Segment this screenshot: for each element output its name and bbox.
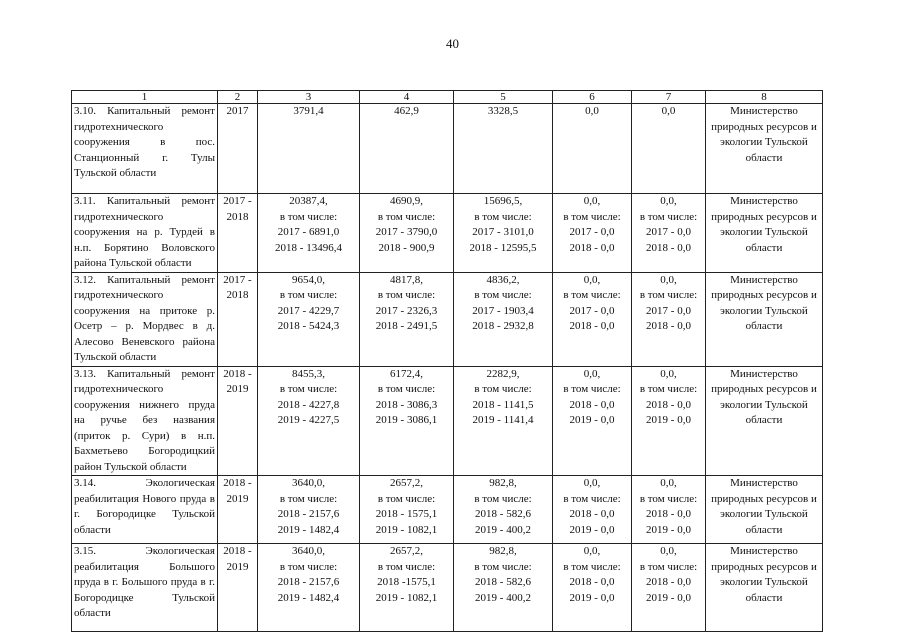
extrabudget-cell	[632, 104, 706, 194]
cell-line: 2018 - 2932,8	[472, 320, 534, 332]
cell-line: в том числе:	[563, 492, 621, 505]
cell-line: 2018 - 2157,6	[277, 508, 340, 520]
cell-line: 2018 -	[223, 367, 252, 380]
cell-line: 0,0,	[583, 195, 601, 207]
header-cell: 4	[360, 91, 454, 104]
cell-line: 2019 - 1082,1	[375, 591, 438, 604]
activity-name-cell: 3.12. Капитальный ремонт гидротехнического сооружения на притоке р. Осетр – р. Мордвес в д. Алесово Веневского района Тульской области	[72, 272, 218, 366]
header-cell: 8	[706, 91, 823, 104]
cell-line: 2657,2,	[390, 477, 423, 489]
regional-budget-cell	[454, 194, 553, 273]
years-cell	[218, 544, 258, 632]
cell-line: 0,0,	[660, 477, 677, 489]
cell-line: в том числе:	[563, 210, 621, 223]
header-cell: 7	[632, 91, 706, 104]
local-budget-cell	[553, 544, 632, 632]
table-row	[72, 476, 823, 544]
cell-line: 2019 - 1482,4	[277, 591, 340, 604]
federal-budget-cell	[360, 194, 454, 273]
activity-name-cell: 3.11. Капитальный ремонт гидротехнического сооружения на р. Турдей в н.п. Борятино Воловского района Тульской области	[72, 194, 218, 273]
cell-line: 8455,3,	[292, 367, 325, 380]
table-row	[72, 194, 823, 273]
cell-line: 982,8,	[489, 545, 517, 557]
cell-line: 15696,5,	[483, 195, 523, 207]
local-budget-cell	[553, 366, 632, 476]
executor-cell: Министерство природных ресурсов и экологии Тульской области	[706, 366, 823, 476]
federal-budget-cell	[360, 366, 454, 476]
years-cell	[218, 104, 258, 194]
cell-line: 2019 - 3086,1	[375, 414, 438, 426]
activity-name-cell: 3.13. Капитальный ремонт гидротехнического сооружения нижнего пруда на ручье без названия (приток р. Сури) в н.п. Бахметьево Богородицкий район Тульской области	[72, 366, 218, 476]
cell-line: в том числе:	[377, 383, 436, 395]
header-cell: 1	[72, 91, 218, 104]
years-cell	[218, 476, 258, 544]
cell-line: 0,0,	[583, 367, 601, 380]
cell-line: 2282,9,	[486, 367, 520, 380]
header-cell: 6	[553, 91, 632, 104]
local-budget-cell	[553, 104, 632, 194]
extrabudget-cell	[632, 476, 706, 544]
cell-line: 2018 - 0,0	[569, 508, 615, 520]
cell-line: 2018 - 12595,5	[469, 241, 537, 254]
cell-line: 2018 - 0,0	[569, 398, 615, 411]
cell-line: 2018 - 0,0	[569, 576, 615, 588]
cell-line: 2018 - 0,0	[646, 576, 691, 588]
cell-line: 2018 - 900,9	[378, 241, 435, 254]
local-budget-cell	[553, 272, 632, 366]
table-row	[72, 104, 823, 194]
years-cell	[218, 366, 258, 476]
cell-line: 2019 - 0,0	[646, 523, 691, 536]
cell-line: в том числе:	[563, 560, 621, 573]
cell-line: 2018	[226, 289, 249, 301]
cell-line: 2018 - 0,0	[569, 241, 615, 254]
total-cell	[258, 104, 360, 194]
executor-cell: Министерство природных ресурсов и экологии Тульской области	[706, 104, 823, 194]
years-cell	[218, 272, 258, 366]
cell-line: 2018 - 582,6	[475, 508, 531, 520]
cell-line: 0,0,	[660, 367, 677, 380]
cell-line: в том числе:	[639, 289, 698, 301]
executor-cell: Министерство природных ресурсов и экологии Тульской области	[706, 272, 823, 366]
regional-budget-cell	[454, 476, 553, 544]
cell-line: 2019 - 400,2	[475, 591, 531, 604]
federal-budget-cell	[360, 104, 454, 194]
regional-budget-cell	[454, 272, 553, 366]
cell-line: 2019	[226, 560, 249, 573]
cell-line: в том числе:	[279, 492, 338, 505]
cell-line: 2018 - 0,0	[569, 320, 615, 332]
total-cell	[258, 272, 360, 366]
program-table	[71, 90, 823, 632]
extrabudget-cell	[632, 272, 706, 366]
total-cell	[258, 544, 360, 632]
cell-line: 2018 - 0,0	[646, 320, 691, 332]
page-number: 40	[446, 36, 459, 51]
cell-line: 982,8,	[489, 477, 517, 489]
cell-line: 2019 - 0,0	[646, 591, 691, 604]
cell-line: 2019	[226, 383, 249, 395]
cell-line: 2018 - 13496,4	[275, 241, 342, 254]
cell-line: в том числе:	[279, 560, 338, 573]
table-row	[72, 272, 823, 366]
cell-line: в том числе:	[474, 289, 532, 301]
header-row	[72, 91, 823, 104]
cell-line: 2017 - 4229,7	[277, 304, 340, 317]
cell-line: 2018 -1575,1	[377, 576, 436, 588]
cell-line: 2017 -	[223, 195, 252, 207]
cell-line: в том числе:	[639, 210, 698, 223]
cell-line: 2018 - 1575,1	[375, 508, 438, 520]
cell-line: 2019	[226, 492, 249, 505]
cell-line: в том числе:	[377, 210, 436, 223]
cell-line: 2018 - 2491,5	[375, 320, 438, 332]
cell-line: в том числе:	[639, 492, 698, 505]
cell-line: 2018	[226, 210, 249, 223]
cell-line: в том числе:	[474, 492, 532, 505]
local-budget-cell	[553, 476, 632, 544]
cell-line: 4836,2,	[486, 273, 520, 286]
federal-budget-cell	[360, 272, 454, 366]
federal-budget-cell	[360, 476, 454, 544]
regional-budget-cell	[454, 366, 553, 476]
cell-line: 2019 - 0,0	[646, 414, 691, 426]
cell-line: 2017 - 3790,0	[375, 226, 438, 238]
cell-line: в том числе:	[639, 383, 698, 395]
cell-line: 2018 - 4227,8	[277, 398, 340, 411]
cell-line: 2017 - 0,0	[646, 304, 691, 317]
total-cell	[258, 476, 360, 544]
activity-name-cell: 3.14. Экологическая реабилитация Нового пруда в г. Богородицке Тульской области	[72, 476, 218, 544]
cell-line: 2657,2,	[390, 545, 423, 557]
cell-line: 2017 - 2326,3	[375, 304, 438, 317]
cell-line: 462,9	[394, 105, 419, 117]
cell-line: 0,0,	[583, 545, 601, 557]
executor-cell: Министерство природных ресурсов и экологии Тульской области	[706, 476, 823, 544]
cell-line: в том числе:	[279, 289, 338, 301]
cell-line: в том числе:	[474, 383, 532, 395]
cell-line: 2018 - 2157,6	[277, 576, 340, 588]
cell-line: 0,0,	[660, 195, 677, 207]
cell-line: 0,0	[661, 105, 676, 117]
cell-line: 2017 - 3101,0	[472, 226, 534, 238]
table-row	[72, 366, 823, 476]
activity-name-cell: 3.10. Капитальный ремонт гидротехнического сооружения в пос. Станционный г. Тулы Тульской области	[72, 104, 218, 194]
extrabudget-cell	[632, 366, 706, 476]
cell-line: 2017 -	[223, 273, 252, 286]
cell-line: в том числе:	[279, 210, 338, 223]
cell-line: 2019 - 4227,5	[277, 414, 340, 426]
cell-line: в том числе:	[279, 383, 338, 395]
local-budget-cell	[553, 194, 632, 273]
cell-line: 20387,4,	[289, 195, 328, 207]
federal-budget-cell	[360, 544, 454, 632]
cell-line: 2018 - 1141,5	[472, 398, 534, 411]
cell-line: 2018 - 0,0	[646, 508, 691, 520]
cell-line: 2019 - 1141,4	[472, 414, 534, 426]
cell-line: 0,0,	[660, 273, 677, 286]
regional-budget-cell	[454, 544, 553, 632]
table-row	[72, 544, 823, 632]
cell-line: в том числе:	[377, 560, 436, 573]
cell-line: 2019 - 400,2	[475, 523, 531, 536]
cell-line: в том числе:	[563, 383, 621, 395]
cell-line: 0,0,	[660, 545, 677, 557]
cell-line: 2018 - 582,6	[475, 576, 531, 588]
cell-line: в том числе:	[377, 492, 436, 505]
cell-line: 2018 - 5424,3	[277, 320, 340, 332]
cell-line: 2019 - 0,0	[569, 523, 615, 536]
cell-line: 2019 - 1482,4	[277, 523, 340, 536]
cell-line: 0,0	[585, 105, 599, 117]
header-cell: 2	[218, 91, 258, 104]
cell-line: 2017 - 0,0	[569, 226, 615, 238]
cell-line: 3791,4	[293, 105, 324, 117]
cell-line: 2019 - 0,0	[569, 591, 615, 604]
cell-line: 3640,0,	[292, 545, 325, 557]
cell-line: 9654,0,	[292, 273, 325, 286]
cell-line: в том числе:	[377, 289, 436, 301]
cell-line: 3328,5	[487, 105, 519, 117]
header-cell: 3	[258, 91, 360, 104]
cell-line: 2019 - 0,0	[569, 414, 615, 426]
cell-line: в том числе:	[474, 210, 532, 223]
extrabudget-cell	[632, 544, 706, 632]
cell-line: 2017 - 1903,4	[472, 304, 534, 317]
regional-budget-cell	[454, 104, 553, 194]
cell-line: в том числе:	[639, 560, 698, 573]
cell-line: 4817,8,	[390, 273, 423, 286]
extrabudget-cell	[632, 194, 706, 273]
cell-line: 0,0,	[583, 477, 601, 489]
cell-line: 2018 - 0,0	[646, 398, 691, 411]
cell-line: 2018 - 3086,3	[375, 398, 438, 411]
activity-name-cell: 3.15. Экологическая реабилитация Большого пруда в г. Большого пруда в г. Богородицке Тульской области	[72, 544, 218, 632]
cell-line: 2017	[226, 105, 249, 117]
cell-line: 2017 - 0,0	[569, 304, 615, 317]
cell-line: 2018 - 0,0	[646, 241, 691, 254]
cell-line: 4690,9,	[390, 195, 423, 207]
cell-line: 3640,0,	[292, 477, 325, 489]
cell-line: в том числе:	[474, 560, 532, 573]
cell-line: в том числе:	[563, 289, 621, 301]
cell-line: 6172,4,	[390, 367, 423, 380]
cell-line: 2018 -	[223, 477, 252, 489]
header-cell: 5	[454, 91, 553, 104]
cell-line: 2017 - 0,0	[646, 226, 691, 238]
total-cell	[258, 366, 360, 476]
executor-cell: Министерство природных ресурсов и экологии Тульской области	[706, 194, 823, 273]
cell-line: 2018 -	[223, 545, 252, 557]
cell-line: 2019 - 1082,1	[375, 523, 438, 536]
cell-line: 2017 - 6891,0	[277, 226, 340, 238]
years-cell	[218, 194, 258, 273]
total-cell	[258, 194, 360, 273]
executor-cell: Министерство природных ресурсов и экологии Тульской области	[706, 544, 823, 632]
cell-line: 0,0,	[583, 273, 601, 286]
